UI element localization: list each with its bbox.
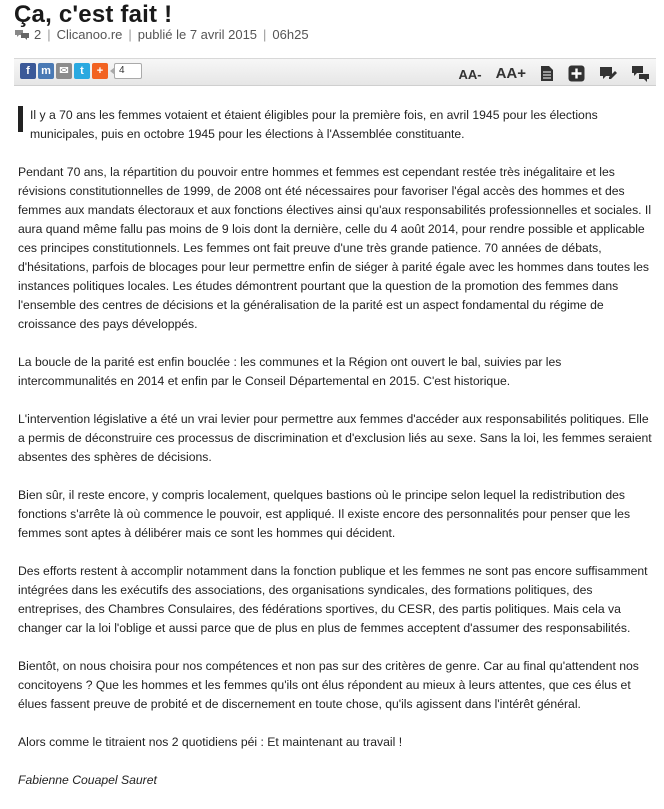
source-name: Clicanoo.re	[56, 27, 123, 42]
share-count: 4	[114, 63, 142, 79]
paragraph: L'intervention législative a été un vrai levier pour permettre aux femmes d'accéder aux responsabilités politiques. Elle a permis de déconstruire ces processus de discrimination et d'exclusion liés au sexe. Sans la loi, les femmes seraient absentes des sphères de décisions.	[18, 412, 652, 464]
publish-time: 06h25	[272, 27, 309, 42]
author-signature: Fabienne Couapel Sauret	[18, 773, 157, 787]
more-share-button[interactable]: +	[92, 63, 108, 79]
font-decrease-button[interactable]	[458, 62, 481, 82]
document-icon	[540, 65, 554, 82]
paragraph: Pendant 70 ans, la répartition du pouvoir entre hommes et femmes est cependant restée très inégalitaire et les révisions constitutionnelles de 1999, de 2008 ont été nécessaires pour favoriser l'égal accès des hommes et des femmes aux mandats électoraux et aux fonctions électives ainsi qu'aux responsabilités professionnelles et sociales. Il aura quand même fallu pas moins de 9 lois dont la dernière, celle du 4 août 2014, pour rendre possible et applicable ces principes constitutionnels. Les femmes ont fait preuve d'une très grande patience. 70 années de débats, d'hésitations, parfois de blocages pour leur permettre enfin de siéger à parité égale avec les hommes dans toutes les instances politiques locales. Les études démontrent pourtant que la question de la promotion des femmes dans l'ensemble des centres de décisions et la généralisation de la parité est un aspect fondamental du régime de croissance des pays développés.	[18, 165, 652, 331]
add-button[interactable]	[568, 62, 585, 82]
myspace-share-button[interactable]: m	[38, 63, 54, 79]
font-decrease-label: AA-	[458, 67, 482, 82]
publish-date: publié le 7 avril 2015	[137, 27, 258, 42]
article-meta	[14, 27, 309, 43]
meta-separator: |	[263, 27, 267, 42]
font-increase-button[interactable]	[496, 62, 526, 82]
comment-edit-icon	[599, 65, 617, 82]
article-body	[18, 106, 652, 809]
paragraph: Alors comme le titraient nos 2 quotidiens péi : Et maintenant au travail !	[18, 735, 403, 749]
meta-separator: |	[47, 27, 51, 42]
print-button[interactable]	[540, 62, 554, 82]
drop-cap-bar	[18, 106, 23, 132]
twitter-share-button[interactable]: t	[74, 63, 90, 79]
paragraph: La boucle de la parité est enfin bouclée : les communes et la Région ont ouvert le bal, suivies par les intercommunalités en 2014 et enfin par le Conseil Départemental en 2015. C'est historique.	[18, 355, 562, 388]
article-tools	[458, 62, 650, 82]
meta-separator: |	[128, 27, 132, 42]
paragraph: Il y a 70 ans les femmes votaient et étaient éligibles pour la première fois, en avril 1945 pour les élections municipales, puis en octobre 1945 pour les élections à l'Assemblée constituante.	[30, 108, 598, 141]
comments-button[interactable]	[631, 62, 650, 82]
comment-count: 2	[34, 27, 42, 42]
paragraph: Bien sûr, il reste encore, y compris localement, quelques bastions où le principe selon lequel la redistribution des fonctions s'arrête là où commence le pouvoir, est appliqué. Il existe encore des personnalités pour penser que les femmes sont aptes à délibérer mais ce sont les hommes qui décident.	[18, 488, 631, 540]
comments-link[interactable]	[14, 27, 41, 43]
paragraph: Des efforts restent à accomplir notamment dans la fonction publique et les femmes ne sont pas encore suffisamment intégrées dans les exécutifs des associations, des organisations syndicales, des formations politiques, des entreprises, des Chambres Consulaires, des fédérations sportives, du CESR, des partis politiques. Mais cela va changer car la loi l'oblige et aussi parce que de plus en plus de femmes acceptent d'assumer des responsabilités.	[18, 564, 648, 635]
edit-comment-button[interactable]	[599, 62, 617, 82]
font-increase-label: AA+	[495, 65, 526, 82]
paragraph: Bientôt, on nous choisira pour nos compétences et non pas sur des critères de genre. Car au final qu'attendent nos concitoyens ? Que les hommes et les femmes qu'ils ont élus répondent au mieux à leurs attentes, que ces élus et élues fassent preuve de probité et de discernement en toute chose, qu'ils agissent dans l'intérêt général.	[18, 659, 639, 711]
share-buttons	[20, 63, 142, 79]
article-toolbar	[14, 58, 656, 86]
speech-bubbles-icon	[631, 65, 650, 82]
email-share-button[interactable]: ✉	[56, 63, 72, 79]
facebook-share-button[interactable]: f	[20, 63, 36, 79]
comment-bubbles-icon	[14, 29, 30, 41]
plus-square-icon	[568, 65, 585, 82]
article-title: Ça, c'est fait !	[14, 1, 173, 28]
